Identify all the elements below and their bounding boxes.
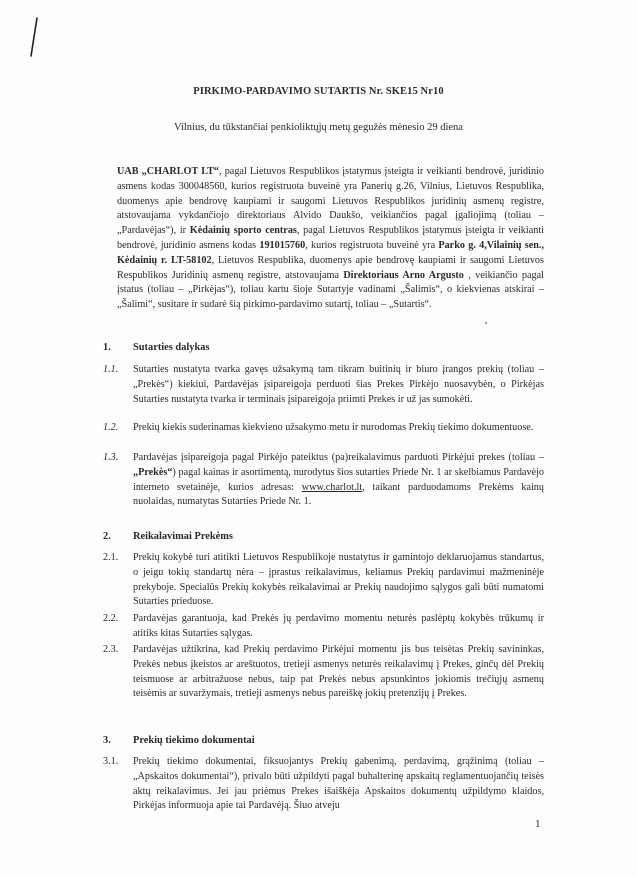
- clause-1-1: [103, 363, 544, 407]
- clause-text: Sutarties nustatyta tvarka gavęs užsakymą tam tikram buitinių ir biuro įrangos prekių (toliau – „Prekės“) kiekiui, Pardavėjas įsipareigoja perduoti šias Prekes Pirkėjo nuosavybėn, o Pirkėjas Sutarties nustatyta tvarka ir terminais įsipareigoja priimti Prekes ir už jas sumokėti.: [133, 364, 544, 405]
- clause-number: 2.1.: [103, 552, 119, 563]
- clause-number: 3.1.: [103, 756, 119, 767]
- clause-text: [133, 451, 544, 510]
- section-number: 3.: [103, 735, 111, 746]
- clause-text: Prekių kokybė turi atitikti Lietuvos Respublikoje nustatytus ir gamintojo deklaruojamus standartus, o jeigu tokių standartų nėra – įprastus reikalavimus, keliamus Prekių pardavimui mažmeninėje prekyboje. Specialūs Prekių kokybės reikalavimai ar Prekių naudojimo sąlygos gali būti numatomi Sutarties prieduose.: [133, 552, 544, 608]
- clause-text: Pardavėjas užtikrina, kad Prekių perdavimo Pirkėjui momentu jis bus teisėtas Prekių savininkas, Prekės nebus įkeistos ar areštuotos, tretieji asmenys neturės reikalavimų į Prekes, ginčų dėl Prekių teismuose ar arbitražuose nebus, taip pat Prekės nebus apsunkintos jokiomis trečiųjų asmenų teisėmis ar suvaržymais, tretieji asmenys nebus pareiškę jokių pretenzijų į Prekes.: [133, 644, 544, 700]
- clause-number: 1.2.: [103, 422, 119, 433]
- section-heading-3: [103, 735, 255, 746]
- clause-2-3: [103, 643, 544, 702]
- section-title: Prekių tiekimo dokumentai: [133, 735, 255, 746]
- scan-speck: [485, 322, 487, 324]
- buyer-representative: Direktoriaus Arno Argusto: [343, 269, 464, 281]
- clause-text-part: ) pagal kainas ir asortimentą, nurodytus šios sutarties Priede Nr. 1 ar skelbiamus Pardavėjo interneto svetainėje, kurios adresas:: [133, 466, 544, 493]
- intro-text: , kurios registruota buveinė yra: [305, 239, 439, 251]
- section-number: 1.: [103, 342, 111, 353]
- clause-number: 1.3.: [103, 452, 119, 463]
- section-title: Reikalavimai Prekėms: [133, 531, 233, 542]
- clause-2-2: [103, 612, 544, 642]
- buyer-code: 191015760: [259, 239, 306, 251]
- section-title: Sutarties dalykas: [133, 342, 210, 353]
- section-heading-1: [103, 342, 210, 353]
- clause-1-2: [103, 421, 544, 436]
- clause-1-3: [103, 451, 544, 510]
- intro-text: , veikiančio pagal įstatus (toliau – „Pirkėjas“), toliau kartu šioje Sutartyje vadinami „Šalimis“, o kiekvienas atskirai – „Šalimi“, susitare ir sudarė šią pirkimo-pardavimo sutartį, toliau – „Sutartis“.: [117, 269, 544, 311]
- section-number: 2.: [103, 531, 111, 542]
- clause-text-part: Pardavėjas įsipareigoja pagal Pirkėjo pateiktus (pa)reikalavimus parduoti Pirkėjui prekes (toliau –: [133, 452, 544, 463]
- website-link[interactable]: www.charlot.lt: [301, 481, 363, 493]
- clause-number: 1.1.: [103, 364, 119, 375]
- buyer-name: Kėdainių sporto centras: [189, 225, 297, 237]
- contract-title: PIRKIMO-PARDAVIMO SUTARTIS Nr. SKE15 Nr10: [193, 86, 444, 97]
- contract-dateline: Vilnius, du tūkstančiai penkioliktųjų metų gegužės mėnesio 29 diena: [174, 122, 463, 133]
- section-heading-2: [103, 531, 233, 542]
- intro-text: , pagal Lietuvos Respublikos įstatymus įsteigta ir veikianti bendrovė, juridinio asmens kodas: [117, 225, 544, 251]
- clause-number: 2.3.: [103, 644, 119, 655]
- intro-paragraph: [117, 165, 544, 313]
- clause-text: Prekių tiekimo dokumentai, fiksuojantys Prekių gabenimą, perdavimą, grąžinimą (toliau – „Apskaitos dokumentai“), privalo būti užpildyti pagal buhalterinę apskaitą reglamentuojančių teisės aktų reikalavimus. Jei jau priėmus Prekes išaiškėja Apskaitos dokumentų užpildymo klaidos, Pirkėjas informuoja apie tai Pardavėją. Šiuo atveju: [133, 756, 544, 812]
- seller-name: UAB „CHARLOT LT“: [117, 166, 219, 177]
- clause-2-1: [103, 551, 544, 610]
- clause-number: 2.2.: [103, 613, 119, 624]
- intro-text: , pagal Lietuvos Respublikos įstatymus įsteigta ir veikianti bendrovė, juridinio asmens kodas 300048560, kurios registruota buveinė yra Panerių g.26, Vilnius, Lietuvos Respublika, duomenys apie bendrovę kaupiami ir saugomi Lietuvos Respublikos juridinių asmenų registre, atstovaujama vykdančiojo direktoriaus Alvido Daukšo, veikiančios pagal įgaliojimą (toliau – „Pardavėjas“), ir: [117, 166, 544, 237]
- clause-defined-term: „Prekės“: [133, 466, 173, 478]
- buyer-address: Parko g. 4,Vilainių sen., Kėdainių r. LT-58102: [117, 239, 544, 266]
- clause-text: Pardavėjas garantuoja, kad Prekės jų perdavimo momentu neturės paslėptų kokybės trūkumų ir atitiks kitas Sutarties sąlygas.: [133, 613, 544, 639]
- clause-text-part: , taikant parduodamoms Prekėms kainų nuolaidas, numatytas Sutarties Priede Nr. 1.: [133, 481, 544, 508]
- intro-text: , Lietuvos Respublika, duomenys apie bendrovę kaupiami ir saugomi Lietuvos Respublikos Juridinių asmenų registre, atstovaujama: [117, 254, 544, 281]
- page-number: 1: [535, 818, 541, 830]
- clause-3-1: [103, 755, 544, 814]
- clause-text: Prekių kiekis suderinamas kiekvieno užsakymo metu ir nurodomas Prekių tiekimo dokumentuose.: [133, 422, 534, 433]
- handwritten-slash-mark: [28, 17, 40, 57]
